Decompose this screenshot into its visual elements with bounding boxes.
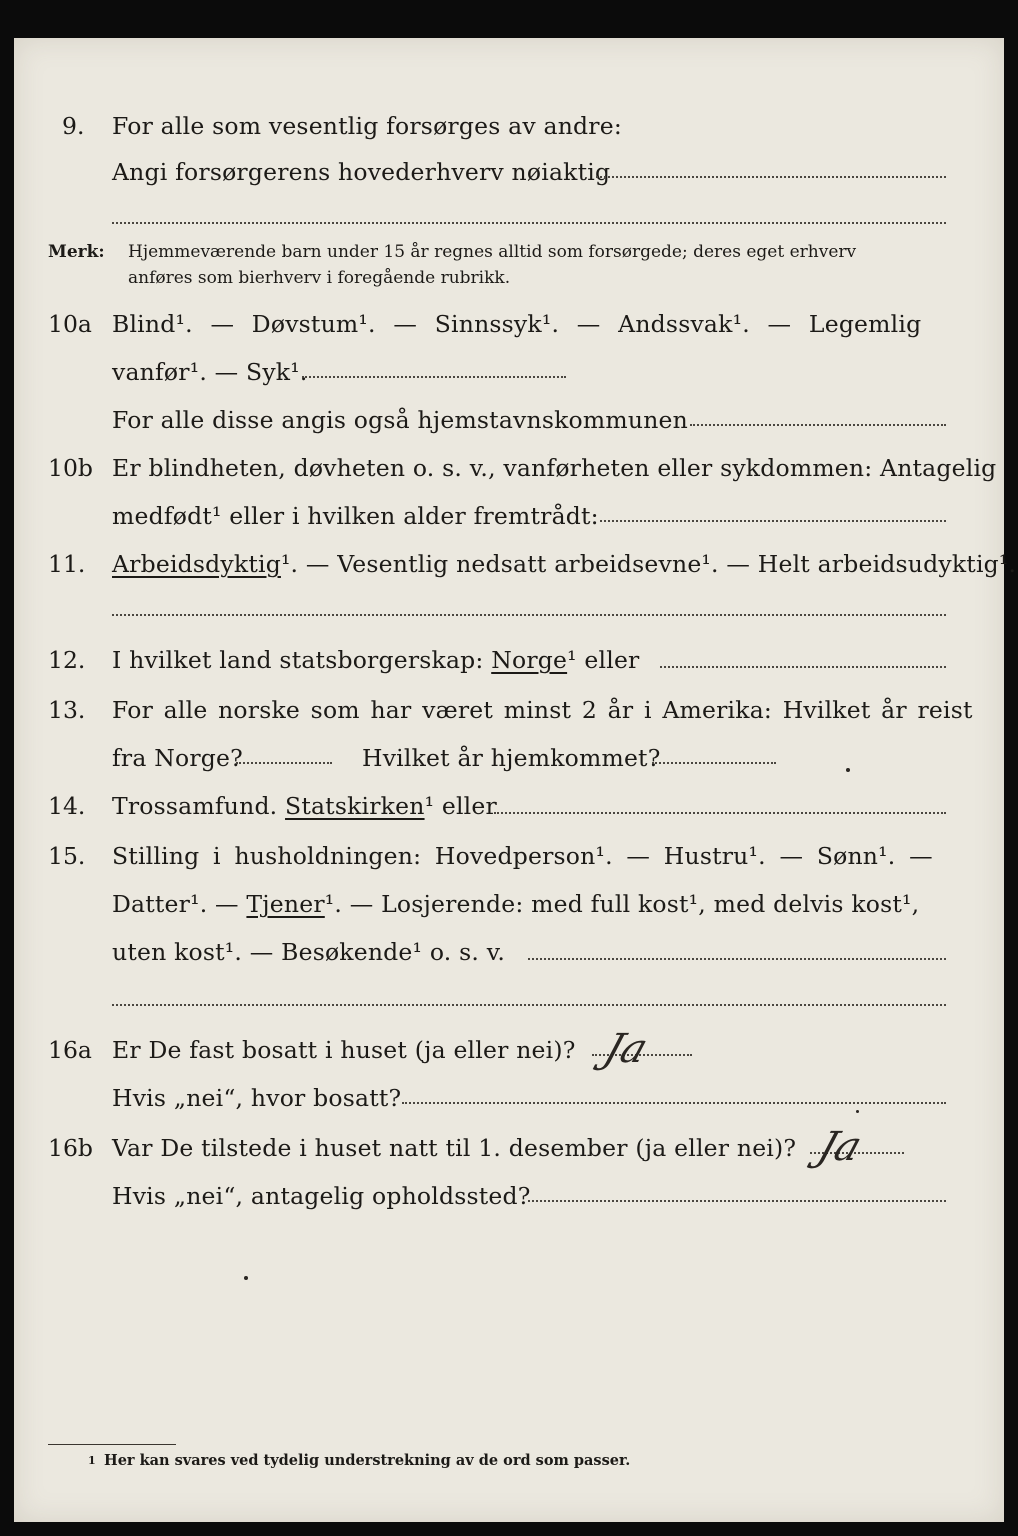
footnote-mark: 1 — [88, 1454, 96, 1467]
merk-label: Merk: — [48, 242, 105, 262]
q12-selected-option: Norge — [491, 646, 568, 674]
merk-line2: anføres som bierhverv i foregående rubrikk. — [128, 268, 511, 288]
q10a-number: 10a — [48, 310, 92, 338]
q11-answer-line — [112, 614, 946, 616]
q9-answer-line-2 — [112, 222, 946, 224]
q14-text: Trossamfund. — [112, 792, 278, 820]
q15-line2a: Datter¹. — — [112, 890, 239, 918]
q15-answer-line-2 — [112, 1004, 946, 1006]
q15-line3: uten kost¹. — Besøkende¹ o. s. v. — [112, 938, 506, 966]
merk-line1: Hjemmeværende barn under 15 år regnes alltid som forsørgede; deres eget erhverv — [128, 242, 857, 262]
q13-line1: For alle norske som har været minst 2 år i Amerika: Hvilket år reist — [112, 696, 973, 724]
q16b-location-line — [528, 1200, 946, 1202]
q14-rest: ¹ eller — [424, 792, 497, 820]
q10a-home-line — [690, 424, 946, 426]
q15-answer-line — [528, 958, 946, 960]
q12-text: I hvilket land statsborgerskap: — [112, 646, 484, 674]
q10a-answer-line — [302, 376, 566, 378]
footnote-text: Her kan svares ved tydelig understrekning av de ord som passer. — [104, 1452, 631, 1469]
q9-number: 9. — [62, 112, 85, 140]
q13-departure-line — [236, 762, 332, 764]
q10b-line1: Er blindheten, døvheten o. s. v., vanførheten eller sykdommen: Antagelig — [112, 454, 997, 482]
q9-line1: For alle som vesentlig forsørges av andre: — [112, 112, 622, 140]
q12-number: 12. — [48, 646, 86, 674]
q11-rest: ¹. — Vesentlig nedsatt arbeidsevne¹. — Helt arbeidsudyktig¹. — [280, 550, 1017, 578]
q9-answer-line — [596, 176, 946, 178]
ink-speck-2 — [856, 1110, 859, 1113]
q10b-answer-line — [600, 520, 946, 522]
q15-selected-option: Tjener — [246, 890, 325, 918]
q10a-line3: For alle disse angis også hjemstavnskommunen — [112, 406, 688, 434]
q16a-number: 16a — [48, 1036, 92, 1064]
q11-selected-option: Arbeidsdyktig — [112, 550, 281, 578]
q14-selected-option: Statskirken — [285, 792, 425, 820]
q16b-line2: Hvis „nei“, antagelig opholdssted? — [112, 1182, 531, 1210]
q10a-line1: Blind¹. — Døvstum¹. — Sinnssyk¹. — Andssvak¹. — Legemlig — [112, 310, 922, 338]
q11-number: 11. — [48, 550, 86, 578]
q12-line — [112, 646, 639, 674]
ink-speck-3 — [244, 1276, 248, 1280]
q15-line2 — [112, 890, 919, 918]
q15-line2b: ¹. — Losjerende: med full kost¹, med delvis kost¹, — [324, 890, 920, 918]
q16a-handwritten-answer: Ja — [598, 1026, 654, 1072]
q15-number: 15. — [48, 842, 86, 870]
q13-return-line — [652, 762, 776, 764]
q16b-number: 16b — [48, 1134, 93, 1162]
q11-line — [112, 550, 1016, 578]
q10b-number: 10b — [48, 454, 93, 482]
q12-answer-line — [660, 666, 946, 668]
q14-answer-line — [494, 812, 946, 814]
q10a-line2: vanfør¹. — Syk¹. — [112, 358, 308, 386]
q9-line2: Angi forsørgerens hovederhverv nøiaktig — [112, 158, 611, 186]
q16b-handwritten-answer: Ja — [812, 1124, 868, 1170]
q16b-line1: Var De tilstede i huset natt til 1. desember (ja eller nei)? — [112, 1134, 797, 1162]
q13-line2b: Hvilket år hjemkommet? — [362, 744, 661, 772]
q14-number: 14. — [48, 792, 86, 820]
q13-line2a: fra Norge? — [112, 744, 243, 772]
q16a-line1: Er De fast bosatt i huset (ja eller nei)? — [112, 1036, 576, 1064]
q10b-line2: medfødt¹ eller i hvilken alder fremtrådt: — [112, 502, 599, 530]
q15-line1: Stilling i husholdningen: Hovedperson¹. — Hustru¹. — Sønn¹. — — [112, 842, 933, 870]
ink-speck — [846, 768, 850, 772]
q16a-line2: Hvis „nei“, hvor bosatt? — [112, 1084, 402, 1112]
q14-line — [112, 792, 497, 820]
footnote-rule — [48, 1444, 176, 1445]
q13-number: 13. — [48, 696, 86, 724]
q16a-residence-line — [402, 1102, 946, 1104]
q12-rest: ¹ eller — [567, 646, 640, 674]
